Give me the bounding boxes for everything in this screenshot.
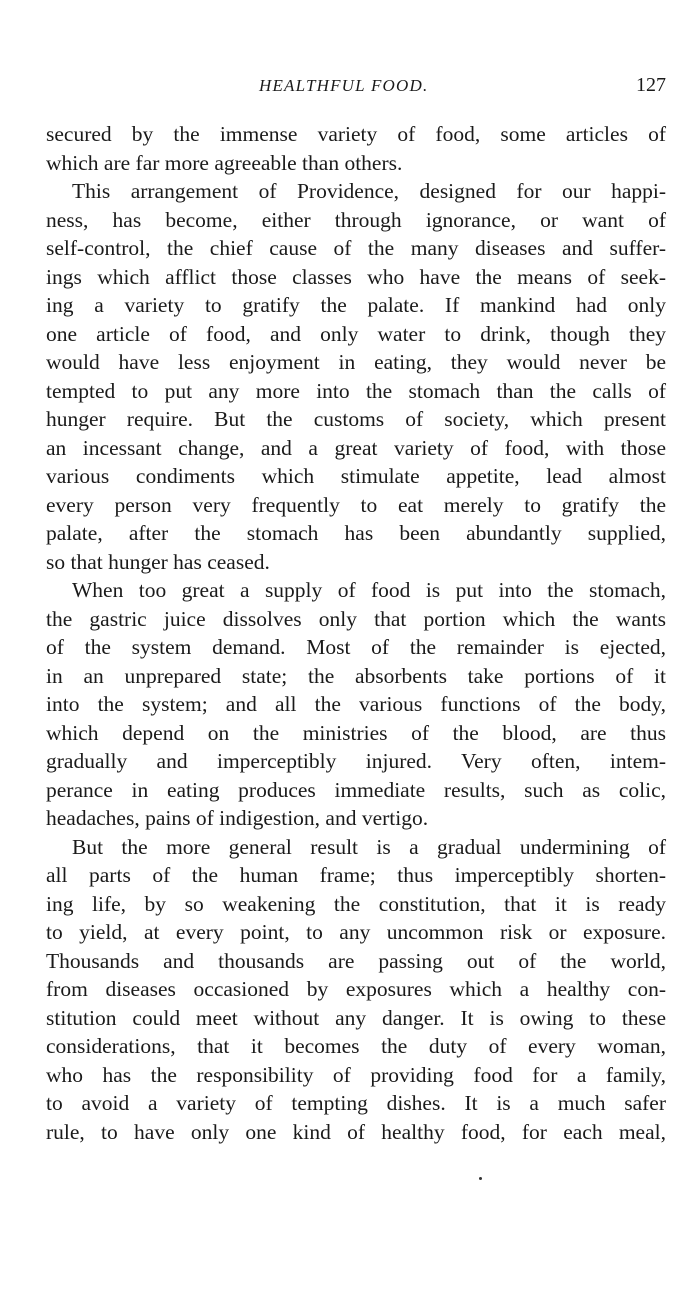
text-line: stitution could meet without any danger. It is owing to these xyxy=(46,1005,666,1030)
running-head xyxy=(44,74,666,104)
text-line: rule, to have only one kind of healthy food, for each meal, xyxy=(46,1119,666,1144)
text-line: Thousands and thousands are passing out of the world, xyxy=(46,948,666,973)
text-line: considerations, that it becomes the duty of every woman, xyxy=(46,1034,666,1058)
text-line: so that hunger has ceased. xyxy=(46,549,270,574)
text-line: into the system; and all the various functions of the body, xyxy=(46,692,666,716)
text-line: who has the responsibility of providing food for a family, xyxy=(46,1062,666,1087)
text-line: an incessant change, and a great variety of food, with those xyxy=(46,435,666,460)
text-line: would have less enjoyment in eating, they would never be xyxy=(46,350,666,374)
text-line: This arrangement of Providence, designed for our happi- xyxy=(72,179,666,203)
text-line: ing a variety to gratify the palate. If mankind had only xyxy=(46,293,666,317)
text-line: all parts of the human frame; thus imperceptibly shorten- xyxy=(46,863,666,887)
body-text xyxy=(46,120,666,1146)
text-line: to avoid a variety of tempting dishes. It is a much safer xyxy=(46,1091,666,1115)
text-line: every person very frequently to eat merely to gratify the xyxy=(46,492,666,517)
text-line: self-control, the chief cause of the many diseases and suffer- xyxy=(46,236,666,260)
text-line: tempted to put any more into the stomach than the calls of xyxy=(46,378,666,403)
text-line: secured by the immense variety of food, some articles of xyxy=(46,122,666,146)
text-line: various condiments which stimulate appetite, lead almost xyxy=(46,464,666,488)
text-line: headaches, pains of indigestion, and vertigo. xyxy=(46,806,429,830)
text-line: in an unprepared state; the absorbents take portions of it xyxy=(46,663,666,688)
text-line: When too great a supply of food is put into the stomach, xyxy=(72,578,666,602)
text-line: one article of food, and only water to drink, though they xyxy=(46,321,666,346)
text-line: gradually and imperceptibly injured. Very often, intem- xyxy=(46,749,666,773)
text-line: the gastric juice dissolves only that portion which the wants xyxy=(46,606,666,631)
text-line: ness, has become, either through ignorance, or want of xyxy=(46,207,666,232)
text-line: ing life, by so weakening the constitution, that it is ready xyxy=(46,891,666,916)
text-line: But the more general result is a gradual undermining of xyxy=(72,834,666,859)
text-line: which depend on the ministries of the blood, are thus xyxy=(46,720,666,745)
text-line: palate, after the stomach has been abundantly supplied, xyxy=(46,521,666,545)
text-line: hunger require. But the customs of society, which present xyxy=(46,407,666,431)
text-line: which are far more agreeable than others. xyxy=(46,150,403,175)
text-line: from diseases occasioned by exposures which a healthy con- xyxy=(46,977,666,1001)
running-title: HEALTHFUL FOOD. xyxy=(259,76,429,95)
text-line: of the system demand. Most of the remainder is ejected, xyxy=(46,635,666,659)
printer-mark-dot xyxy=(479,1177,482,1180)
page-number: 127 xyxy=(636,74,666,96)
text-line: to yield, at every point, to any uncommon risk or exposure. xyxy=(46,920,666,944)
text-line: ings which afflict those classes who have the means of seek- xyxy=(46,264,666,289)
text-line: perance in eating produces immediate results, such as colic, xyxy=(46,777,666,802)
